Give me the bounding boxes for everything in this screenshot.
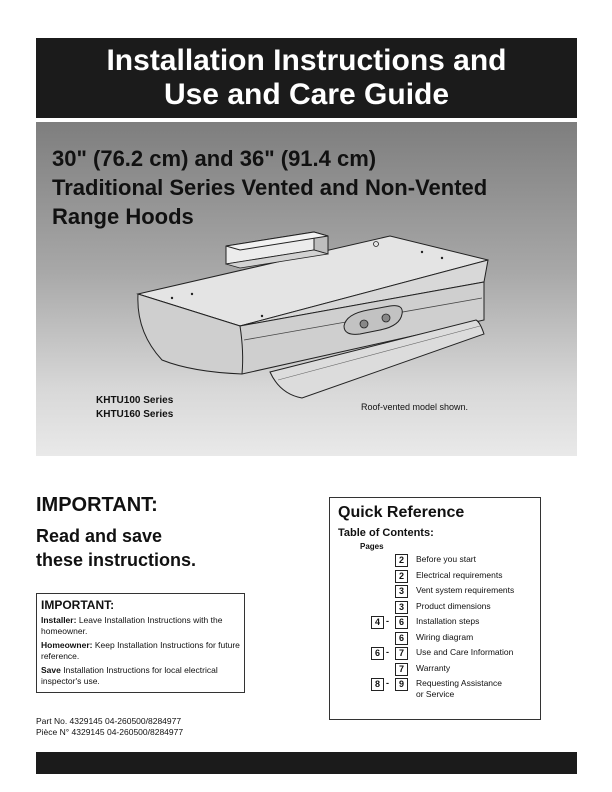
toc-item — [338, 569, 532, 585]
save-text: Installation Instructions for local electrical inspector's use. — [41, 665, 218, 686]
title-line-1: Installation Instructions and — [106, 44, 507, 77]
page-number-box: 9 — [395, 678, 408, 691]
toc-item — [338, 584, 532, 600]
save-label: Save — [41, 665, 61, 675]
part-number-fr: Pièce N° 4329145 04-260500/8284977 — [36, 727, 184, 737]
product-title-line-1: 30" (76.2 cm) and 36" (91.4 cm) — [52, 146, 377, 171]
homeowner-text: Keep Installation Instructions for future reference. — [41, 640, 240, 661]
product-title — [52, 144, 487, 231]
page-number-box: 3 — [395, 585, 408, 598]
toc-item-label: Electrical requirements — [416, 569, 503, 580]
page-number-box: 3 — [395, 601, 408, 614]
important-notice-box — [36, 593, 245, 693]
page-number-box: 6 — [395, 632, 408, 645]
page-number-box: 2 — [395, 554, 408, 567]
title-banner — [36, 38, 577, 118]
toc-item — [338, 600, 532, 616]
range-hood-illustration — [132, 222, 492, 402]
page-start-box: 6 — [371, 647, 384, 660]
part-number-en: Part No. 4329145 04-260500/8284977 — [36, 716, 182, 726]
model-item: KHTU100 Series — [96, 395, 174, 406]
page-range-dash: - — [386, 678, 389, 688]
model-item: KHTU160 Series — [96, 409, 174, 420]
important-subheading-line-2: these instructions. — [36, 550, 197, 570]
toc-item — [338, 662, 532, 678]
product-title-line-2: Traditional Series Vented and Non-Vented — [52, 175, 488, 200]
installer-label: Installer: — [41, 615, 77, 625]
toc-item — [338, 553, 532, 569]
important-subheading-line-1: Read and save — [36, 526, 163, 546]
page-start-box: 4 — [371, 616, 384, 629]
page-number-box: 2 — [395, 570, 408, 583]
homeowner-note — [41, 640, 240, 661]
quick-reference-box — [329, 497, 541, 720]
toc-item-label: Before you start — [416, 554, 477, 564]
toc-item — [338, 677, 532, 703]
hero-panel — [36, 122, 577, 456]
part-numbers — [36, 716, 183, 738]
page-range-dash: - — [386, 647, 389, 657]
product-title-line-3: Range Hoods — [52, 204, 194, 229]
toc-list — [338, 553, 532, 703]
important-subheading — [36, 524, 196, 572]
important-heading: IMPORTANT: — [36, 494, 158, 516]
page-start-box: 8 — [371, 678, 384, 691]
toc-item-label: Use and Care Information — [416, 647, 514, 657]
toc-item-label: Installation steps — [416, 616, 480, 626]
toc-item-label: Warranty — [416, 662, 451, 673]
toc-item-label: Product dimensions — [416, 600, 491, 611]
homeowner-label: Homeowner: — [41, 640, 93, 650]
pages-label: Pages — [360, 542, 384, 551]
installer-note — [41, 615, 240, 636]
toc-title: Table of Contents: — [338, 527, 434, 539]
notice-title: IMPORTANT: — [41, 598, 115, 612]
installer-text: Leave Installation Instructions with the homeowner. — [41, 615, 223, 636]
save-note — [41, 665, 240, 686]
toc-item — [338, 631, 532, 647]
title-line-2: Use and Care Guide — [163, 78, 450, 111]
toc-item — [338, 615, 532, 631]
toc-item-label: Wiring diagram — [416, 631, 474, 642]
quick-reference-title: Quick Reference — [338, 504, 465, 521]
model-list — [96, 394, 173, 422]
toc-item — [338, 646, 532, 662]
footer-bar — [36, 752, 577, 774]
toc-item-label: Vent system requirements — [416, 585, 515, 595]
page-number-box: 7 — [395, 663, 408, 676]
page-range-dash: - — [386, 616, 389, 626]
page-number-box: 7 — [395, 647, 408, 660]
image-caption: Roof-vented model shown. — [361, 402, 469, 412]
toc-item-label: Requesting Assistance or Service — [416, 678, 502, 699]
page-number-box: 6 — [395, 616, 408, 629]
